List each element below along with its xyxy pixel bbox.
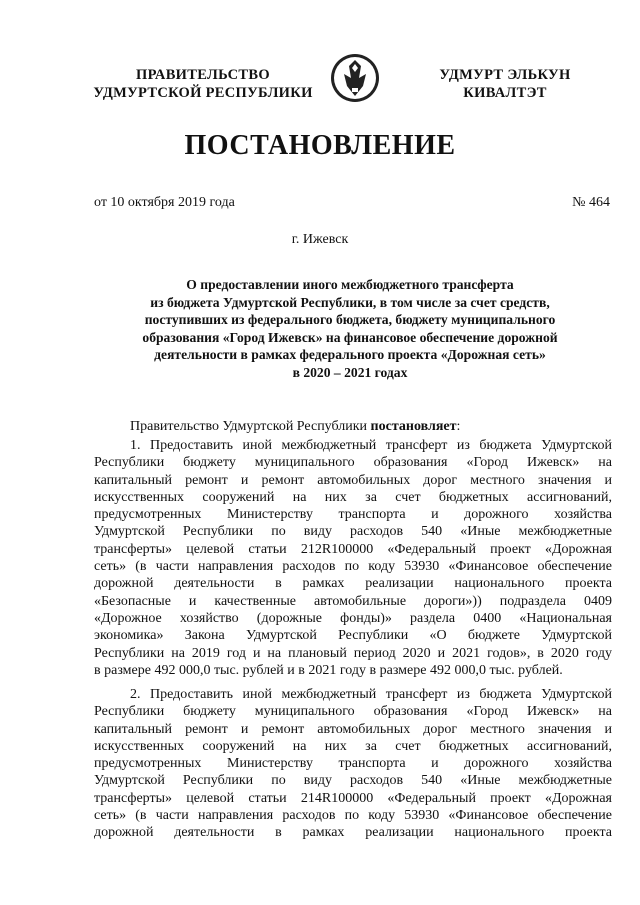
document-date: от 10 октября 2019 года	[94, 195, 235, 210]
paragraph-1	[94, 437, 612, 679]
paragraph-line: в размере 492 000,0 тыс. рублей и в 2021 году в размере 492 000,0 тыс. рублей.	[94, 662, 563, 678]
paragraph-line: дорожной деятельности в рамках реализации национального проекта	[94, 825, 612, 841]
coat-of-arms-emblem	[330, 48, 380, 108]
government-name-udmurt-line1: УДМУРТ ЭЛЬКУН	[439, 67, 571, 83]
heading-line: образования «Город Ижевск» на финансовое обеспечение дорожной	[142, 329, 558, 345]
heading-line: деятельности в рамках федерального проекта «Дорожная сеть»	[154, 347, 546, 362]
paragraph-line: «Безопасные и качественные автомобильные дороги»)) подраздела 0409	[94, 593, 612, 609]
paragraph-line: сеть» (в части направления расходов по коду 53930 «Финансовое обеспечение	[94, 559, 612, 575]
paragraph-line: трансферты» целевой статьи 212R100000 «Федеральный проект «Дорожная	[94, 541, 612, 557]
government-name-udmurt-line2: КИВАЛТЭТ	[463, 85, 547, 101]
paragraph-2	[94, 686, 612, 868]
paragraph-line: капитальный ремонт и ремонт автомобильных дорог местного значения и	[94, 472, 612, 488]
document-title: ПОСТАНОВЛЕНИЕ	[184, 130, 456, 161]
intro-line	[130, 419, 460, 435]
paragraph-line: 2. Предоставить иной межбюджетный трансферт из бюджета Удмуртской	[130, 687, 612, 702]
government-name-russian-line2: УДМУРТСКОЙ РЕСПУБЛИКИ	[93, 85, 313, 101]
intro-text: Правительство Удмуртской Республики	[130, 419, 371, 434]
paragraph-line: искусственных сооружений на них за счет бюджетных ассигнований,	[94, 489, 612, 505]
government-name-udmurt	[430, 66, 580, 102]
paragraph-line: 1. Предоставить иной межбюджетный трансферт из бюджета Удмуртской	[130, 438, 612, 453]
paragraph-line: экономика» Закона Удмуртской Республики «О бюджете Удмуртской	[94, 628, 612, 644]
document-number: № 464	[572, 195, 610, 210]
heading-line: из бюджета Удмуртской Республики, в том числе за счет средств,	[150, 294, 550, 310]
paragraph-line: сеть» (в части направления расходов по коду 53930 «Финансовое обеспечение	[94, 808, 612, 824]
intro-colon: :	[456, 419, 461, 434]
document-heading	[100, 276, 600, 381]
paragraph-line: дорожной деятельности в рамках реализации национального проекта	[94, 576, 612, 592]
paragraph-line: Республики на 2019 год и на плановый период 2020 и 2021 годов», в 2020 году	[94, 645, 612, 661]
paragraph-line: искусственных сооружений на них за счет бюджетных ассигнований,	[94, 738, 612, 754]
document-city: г. Ижевск	[291, 232, 349, 247]
heading-line: поступивших из федерального бюджета, бюджету муниципального	[144, 312, 556, 327]
paragraph-line: предусмотренных Министерству транспорта и дорожного хозяйства	[94, 756, 612, 772]
paragraph-line: капитальный ремонт и ремонт автомобильных дорог местного значения и	[94, 721, 612, 737]
paragraph-line: «Дорожное хозяйство (дорожные фонды)» раздела 0400 «Национальная	[94, 610, 612, 626]
paragraph-line: Республики бюджету муниципального образования «Город Ижевск» на	[94, 455, 612, 471]
government-name-russian-line1: ПРАВИТЕЛЬСТВО	[136, 67, 270, 83]
heading-line: в 2020 – 2021 годах	[292, 364, 408, 380]
heading-line: О предоставлении иного межбюджетного трансферта	[186, 277, 514, 292]
government-name-russian	[88, 66, 318, 102]
intro-decree-word: постановляет	[370, 419, 457, 434]
paragraph-line: трансферты» целевой статьи 214R100000 «Федеральный проект «Дорожная	[94, 790, 612, 806]
paragraph-line: предусмотренных Министерству транспорта и дорожного хозяйства	[94, 507, 612, 523]
paragraph-line: Удмуртской Республики по виду расходов 540 «Иные межбюджетные	[94, 773, 612, 789]
paragraph-line: Удмуртской Республики по виду расходов 540 «Иные межбюджетные	[94, 524, 612, 540]
paragraph-line: Республики бюджету муниципального образования «Город Ижевск» на	[94, 704, 612, 720]
